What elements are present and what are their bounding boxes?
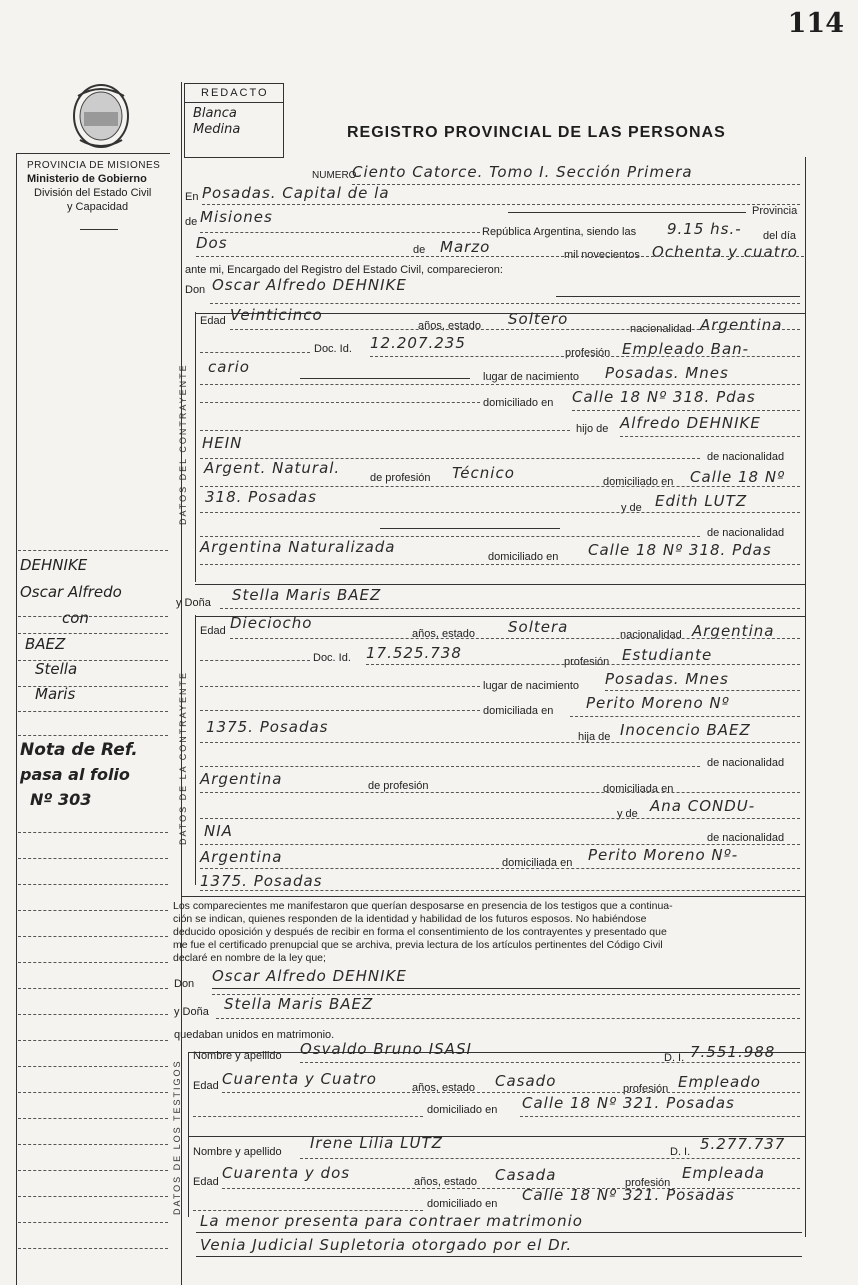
anio-value: Ochenta y cuatro <box>652 243 798 261</box>
margin-name-1: Oscar Alfredo <box>20 583 122 601</box>
bride-prof-value: Estudiante <box>622 646 713 664</box>
groom-hijo-label: hijo de <box>576 423 609 435</box>
margin-surname-2: BAEZ <box>25 635 66 653</box>
footer-note-2: Venia Judicial Supletoria otorgado por el Dr. <box>200 1236 573 1254</box>
groom-padre-prof-label: de profesión <box>370 472 431 484</box>
don-value: Oscar Alfredo DEHNIKE <box>212 276 407 294</box>
w2-anios-label: años, estado <box>414 1176 477 1188</box>
republica-label: República Argentina, siendo las <box>482 226 637 238</box>
don-label: Don <box>185 284 206 296</box>
w2-edad: Cuarenta y dos <box>222 1164 351 1182</box>
groom-prof-cont: cario <box>208 358 250 376</box>
bride-madre-dom-cont: 1375. Posadas <box>200 872 323 890</box>
groom-padre-nac: Argent. Natural. <box>204 459 341 477</box>
groom-section-label: DATOS DEL CONTRAYENTE <box>178 363 188 525</box>
groom-madre-nac: Argentina Naturalizada <box>200 538 396 556</box>
groom-nac-label: nacionalidad <box>630 323 692 335</box>
bride-doc-label: Doc. Id. <box>313 652 351 664</box>
bride-lugar-value: Posadas. Mnes <box>605 670 729 688</box>
groom-madre-dom: Calle 18 Nº 318. Pdas <box>588 541 772 559</box>
groom-lugar-value: Posadas. Mnes <box>605 364 729 382</box>
numero-label: NUMERO <box>312 170 357 181</box>
mes-value: Marzo <box>440 238 491 256</box>
declaration-line-3: deducido oposición y después de recibir en forma el consentimiento de los contrayentes y presentado que <box>173 926 667 938</box>
w2-name: Irene Lilia LUTZ <box>310 1134 443 1152</box>
bride-y-de-label: y de <box>617 808 638 820</box>
w2-prof-label: profesión <box>625 1177 671 1189</box>
declaration-line-5: declaré en nombre de la ley que; <box>173 952 326 964</box>
groom-y-de-label: y de <box>621 502 642 514</box>
witnesses-section-label: DATOS DE LOS TESTIGOS <box>172 1059 182 1215</box>
bride-madre-value: Ana CONDU- <box>650 797 756 815</box>
ante-label: ante mi, Encargado del Registro del Estado Civil, comparecieron: <box>185 264 503 276</box>
dia-value: Dos <box>196 234 228 252</box>
w1-name: Osvaldo Bruno ISASI <box>300 1040 472 1058</box>
groom-prof-value: Empleado Ban- <box>622 340 750 358</box>
de2-label: de <box>413 244 426 256</box>
declaration-line-2: ción se indican, quienes responden de la identidad y habilidad de los futuros esposos. No habiéndose <box>173 913 647 925</box>
groom-padre-cont: HEIN <box>202 434 243 452</box>
bride-dom-value: Perito Moreno Nº <box>586 694 730 712</box>
w2-prof: Empleada <box>682 1164 765 1182</box>
w2-di: 5.277.737 <box>700 1135 786 1153</box>
de-value: Misiones <box>200 208 273 226</box>
province-label: PROVINCIA DE MISIONES <box>27 160 161 171</box>
bride-madre-dom: Perito Moreno Nº- <box>588 846 739 864</box>
bride-padre-value: Inocencio BAEZ <box>620 721 751 739</box>
bride-dom-cont: 1375. Posadas <box>206 718 329 736</box>
del-dia-label: del día <box>763 230 797 242</box>
bride-anios-label: años, estado <box>412 628 475 640</box>
groom-dom-value: Calle 18 Nº 318. Pdas <box>572 388 756 406</box>
bride-nac-label: nacionalidad <box>620 629 682 641</box>
groom-padre-dom: Calle 18 Nº <box>690 468 786 486</box>
groom-madre-dom-label: domiciliado en <box>488 551 559 563</box>
margin-note-1: Nota de Ref. <box>20 740 138 760</box>
division-label-2: y Capacidad <box>67 201 129 213</box>
w1-anios-label: años, estado <box>412 1082 475 1094</box>
w1-di: 7.551.988 <box>690 1043 776 1061</box>
groom-padre-dom-label: domiciliado en <box>603 476 674 488</box>
decl-unidos: quedaban unidos en matrimonio. <box>174 1029 335 1041</box>
coat-of-arms-icon <box>70 82 132 150</box>
groom-anios-label: años, estado <box>418 320 481 332</box>
bride-dom-label: domiciliada en <box>483 705 554 717</box>
bride-y-dona-label: y Doña <box>176 597 211 609</box>
groom-nac-value: Argentina <box>700 316 783 334</box>
decl-dona-label: y Doña <box>174 1006 209 1018</box>
bride-nac-value: Argentina <box>692 622 775 640</box>
groom-padre-nac-label: de nacionalidad <box>707 451 785 463</box>
redacto-stamp <box>184 83 284 158</box>
bride-madre-dom-label: domiciliada en <box>502 857 573 869</box>
bride-padre-prof-label: de profesión <box>368 780 429 792</box>
stamp-label: REDACTO <box>201 87 269 99</box>
bride-edad-value: Dieciocho <box>230 614 313 632</box>
groom-dom-label: domiciliado en <box>483 397 554 409</box>
w1-di-label: D. I. <box>664 1052 685 1064</box>
margin-con: con <box>62 609 89 627</box>
bride-name-value: Stella Maris BAEZ <box>232 586 382 604</box>
groom-doc-label: Doc. Id. <box>314 343 352 355</box>
decl-don-value: Oscar Alfredo DEHNIKE <box>212 967 407 985</box>
groom-padre-dom-cont: 318. Posadas <box>205 488 317 506</box>
margin-note-3: Nº 303 <box>30 790 92 809</box>
bride-padre-nac-label: de nacionalidad <box>707 757 785 769</box>
declaration-line-1: Los comparecientes me manifestaron que querían desposarse en presencia de los testigos que a continua- <box>173 900 673 912</box>
groom-estado-value: Soltero <box>508 310 569 328</box>
groom-padre-value: Alfredo DEHNIKE <box>620 414 761 432</box>
division-label-1: División del Estado Civil <box>34 187 152 199</box>
decl-don-label: Don <box>174 978 195 990</box>
w2-estado: Casada <box>495 1166 557 1184</box>
margin-name-2a: Stella <box>35 660 78 678</box>
w2-di-label: D. I. <box>670 1146 691 1158</box>
bride-estado-value: Soltera <box>508 618 569 636</box>
groom-edad-value: Veinticinco <box>230 306 323 324</box>
decl-dona-value: Stella Maris BAEZ <box>224 995 374 1013</box>
w1-edad: Cuarenta y Cuatro <box>222 1070 377 1088</box>
w2-dom-label: domiciliado en <box>427 1198 498 1210</box>
groom-madre-nac-label: de nacionalidad <box>707 527 785 539</box>
bride-madre-nac: Argentina <box>200 848 283 866</box>
groom-madre-value: Edith LUTZ <box>655 492 748 510</box>
page-title: REGISTRO PROVINCIAL DE LAS PERSONAS <box>347 124 726 141</box>
w1-dom: Calle 18 Nº 321. Posadas <box>522 1094 735 1112</box>
bride-edad-label: Edad <box>200 625 226 637</box>
bride-padre-dom-label: domiciliada en <box>603 783 674 795</box>
w2-name-label: Nombre y apellido <box>193 1146 282 1158</box>
w2-edad-label: Edad <box>193 1176 219 1188</box>
groom-edad-label: Edad <box>200 315 226 327</box>
w2-dom: Calle 18 Nº 321. Posadas <box>522 1186 735 1204</box>
en-label: En <box>185 191 199 203</box>
mil-label: mil novecientos <box>564 249 640 261</box>
bride-madre-nac-label: de nacionalidad <box>707 832 785 844</box>
footer-note-1: La menor presenta para contraer matrimonio <box>200 1212 583 1230</box>
groom-prof-label: profesión <box>565 347 611 359</box>
bride-doc-value: 17.525.738 <box>366 644 462 662</box>
ministry-label: Ministerio de Gobierno <box>27 173 147 185</box>
w1-edad-label: Edad <box>193 1080 219 1092</box>
bride-padre-nac: Argentina <box>200 770 283 788</box>
numero-value: Ciento Catorce. Tomo I. Sección Primera <box>352 163 693 181</box>
groom-doc-value: 12.207.235 <box>370 334 466 352</box>
page-number: 114 <box>787 8 844 39</box>
groom-padre-prof: Técnico <box>452 464 515 482</box>
bride-madre-cont: NIA <box>204 822 233 840</box>
declaration-line-4: me fue el certificado prenupcial que se archiva, previa lectura de los artículos pertinentes del Código Civil <box>173 939 663 951</box>
bride-prof-label: profesión <box>564 656 610 668</box>
hora-value: 9.15 hs.- <box>667 220 742 238</box>
w1-prof: Empleado <box>678 1073 761 1091</box>
bride-lugar-label: lugar de nacimiento <box>483 680 580 692</box>
bride-hija-label: hija de <box>578 731 611 743</box>
margin-name-2b: Maris <box>35 685 76 703</box>
w1-prof-label: profesión <box>623 1083 669 1095</box>
w1-name-label: Nombre y apellido <box>193 1050 282 1062</box>
de-label: de <box>185 216 198 228</box>
w1-dom-label: domiciliado en <box>427 1104 498 1116</box>
en-value: Posadas. Capital de la <box>202 184 390 202</box>
provincia-label: Provincia <box>752 205 798 217</box>
margin-note-2: pasa al folio <box>20 765 130 784</box>
bride-section-label: DATOS DE LA CONTRAYENTE <box>178 670 188 845</box>
margin-surname-1: DEHNIKE <box>20 556 88 574</box>
stamp-signature: Blanca Medina <box>193 106 241 137</box>
w1-estado: Casado <box>495 1072 557 1090</box>
groom-lugar-label: lugar de nacimiento <box>483 371 580 383</box>
